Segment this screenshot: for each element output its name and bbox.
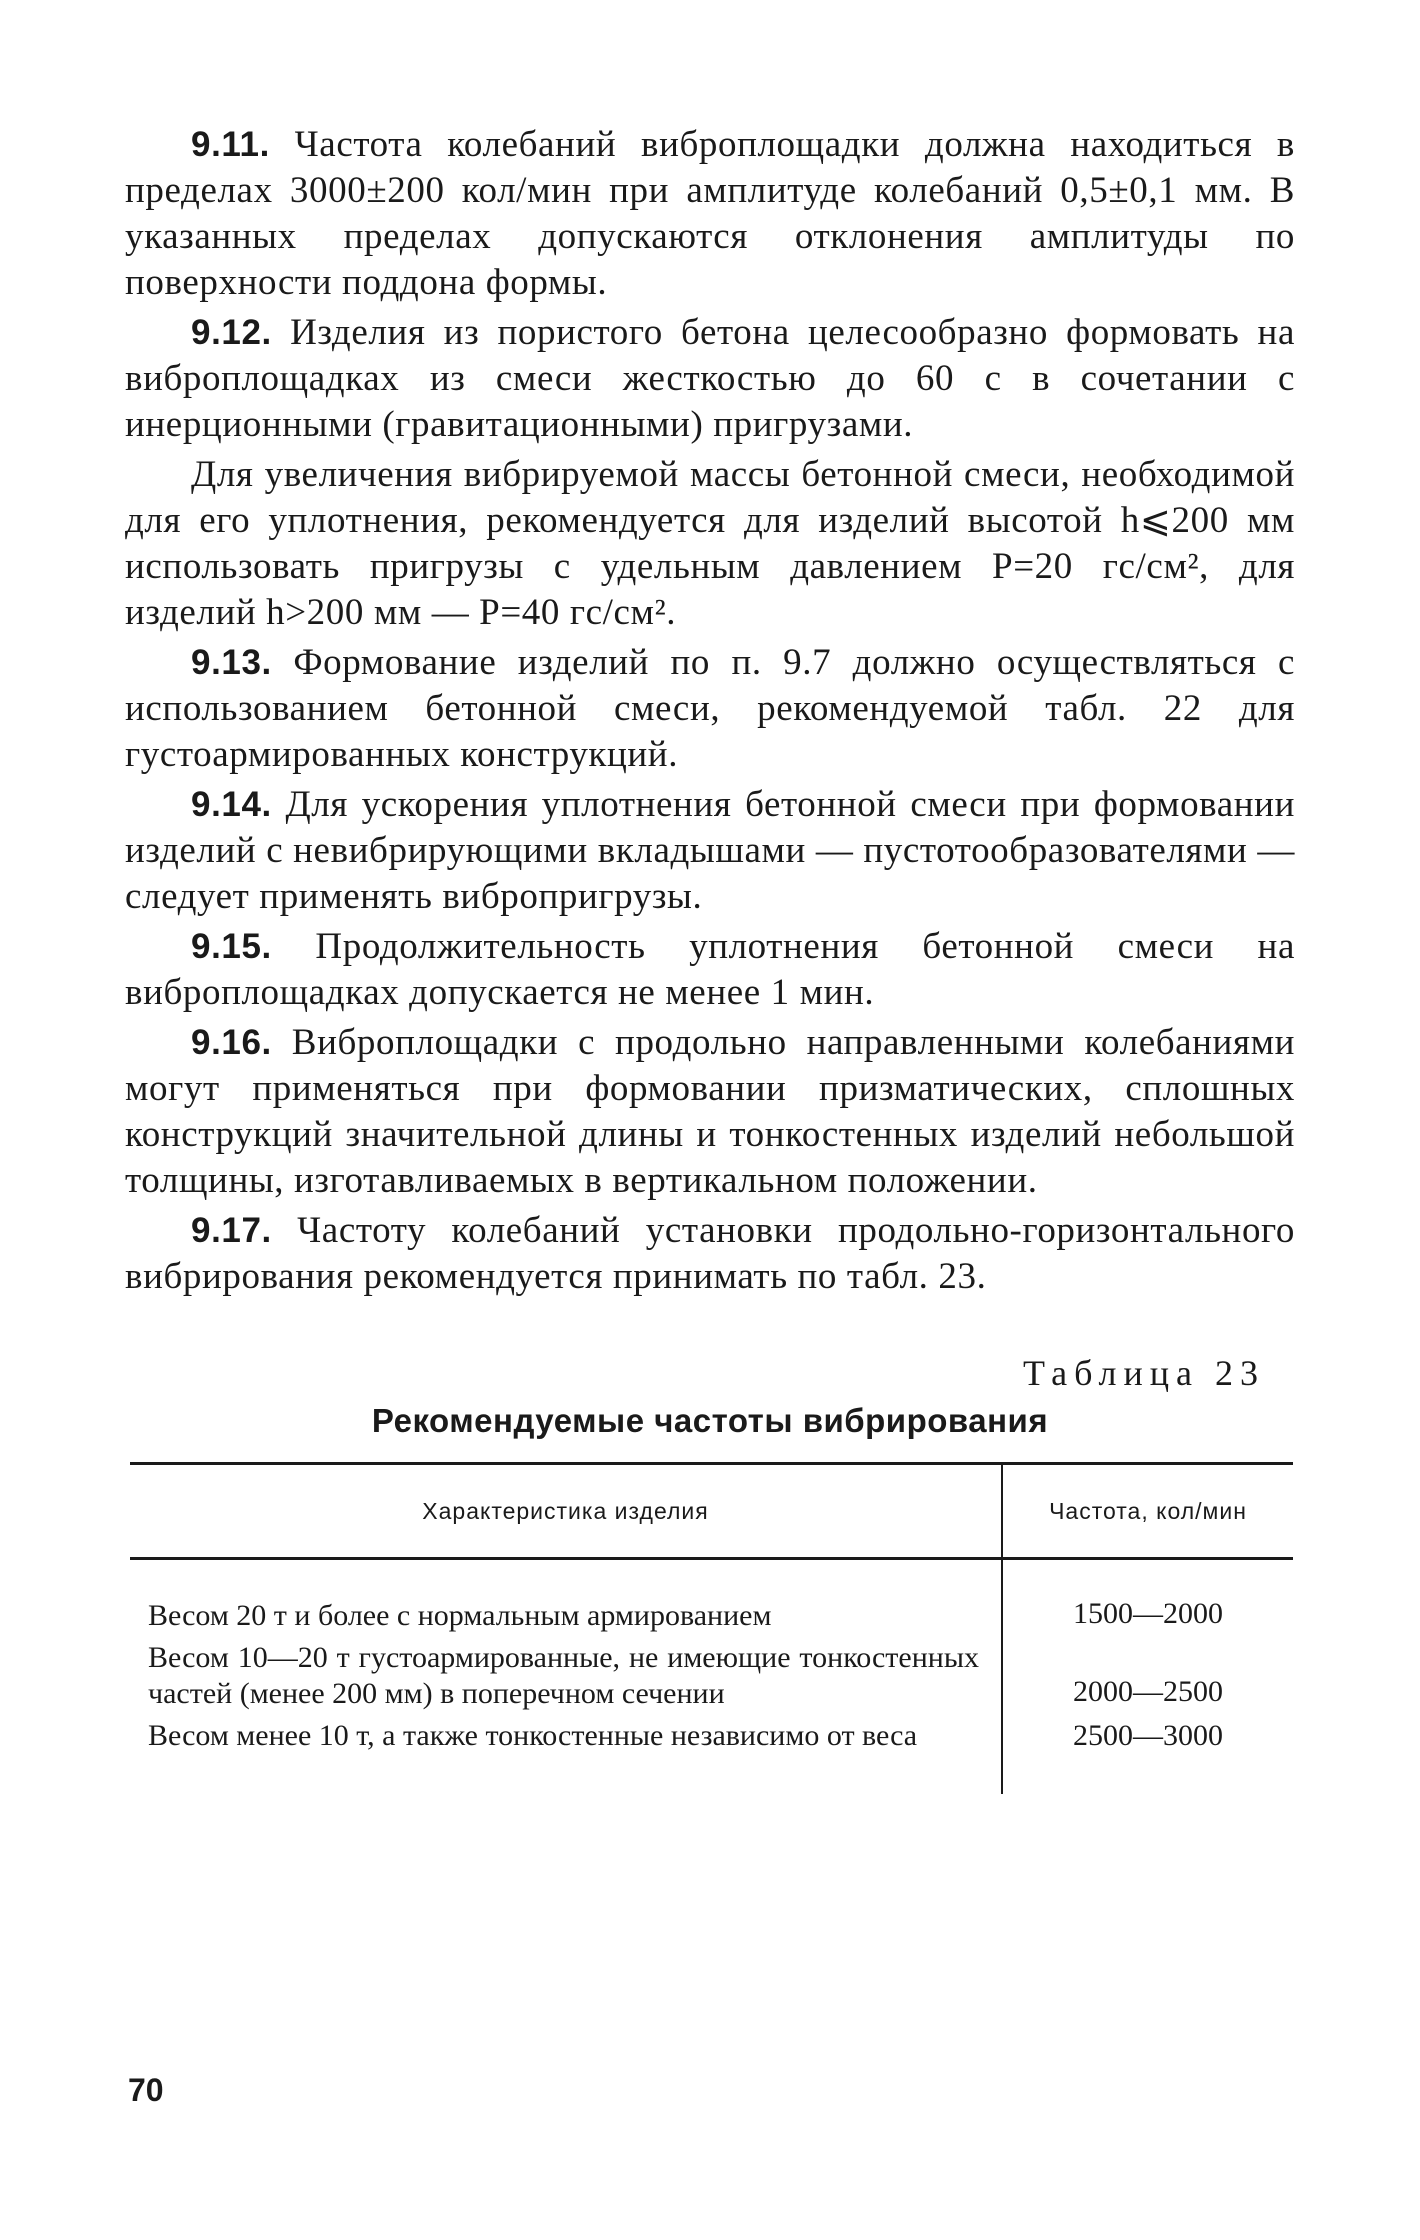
paragraph-text: Для увеличения вибрируемой массы бетонной смеси, необходимой для его уплотнения, рекомендуется для изделий высотой h⩽200 мм использовать пригрузы с удельным давлением P=20 гс/см², для изделий h>200 мм — P=40 гс/см². (125, 454, 1295, 633)
row-frequency: 1500—2000 (1073, 1597, 1223, 1630)
paragraph-number: 9.12. (191, 313, 272, 352)
row-frequency: 2000—2500 (1073, 1675, 1223, 1708)
paragraph-9-15 (125, 924, 1295, 1016)
paragraph-text: Частота колебаний виброплощадки должна находиться в пределах 3000±200 кол/мин при амплитуде колебаний 0,5±0,1 мм. В указанных пределах допускаются отклонения амплитуды по поверхности поддона формы. (125, 124, 1295, 303)
row-description: Весом 10—20 т густоармированные, не имеющие тонкостенных частей (менее 200 мм) в поперечном сечении (130, 1636, 1002, 1714)
paragraph-9-16 (125, 1020, 1295, 1204)
paragraph-number: 9.17. (191, 1211, 272, 1250)
paragraph-9-12 (125, 310, 1295, 448)
paragraph-text: Для ускорения уплотнения бетонной смеси при формовании изделий с невибрирующими вкладышами — пустотообразователями — следует применять вибропригрузы. (125, 784, 1295, 917)
table-row (130, 1636, 1293, 1714)
paragraph-text: Продолжительность уплотнения бетонной смеси на виброплощадках допускается не менее 1 мин. (125, 926, 1295, 1013)
table-header-row (130, 1464, 1293, 1559)
paragraph-9-17 (125, 1208, 1295, 1300)
paragraph-text: Частоту колебаний установки продольно-горизонтального вибрирования рекомендуется принимать по табл. 23. (125, 1210, 1295, 1297)
table-row (130, 1714, 1293, 1794)
row-description: Весом 20 т и более с нормальным армированием (130, 1559, 1002, 1637)
paragraph-9-11 (125, 122, 1295, 306)
row-frequency: 2500—3000 (1073, 1719, 1223, 1752)
paragraph-number: 9.11. (191, 125, 270, 164)
paragraph-9-13 (125, 640, 1295, 778)
column-header-frequency: Частота, кол/мин (1002, 1464, 1293, 1559)
column-header-characteristic: Характеристика изделия (130, 1464, 1002, 1559)
table-caption: Таблица 23 (1023, 1353, 1265, 1393)
frequency-table (130, 1462, 1293, 1794)
table-row (130, 1559, 1293, 1637)
paragraph-text: Изделия из пористого бетона целесообразно формовать на виброплощадках из смеси жесткостью до 60 с в сочетании с инерционными (гравитационными) пригрузами. (125, 312, 1295, 445)
paragraph-number: 9.13. (191, 643, 272, 682)
page-number: 70 (128, 2072, 164, 2108)
page-content (125, 122, 1295, 1794)
row-description: Весом менее 10 т, а также тонкостенные независимо от веса (130, 1714, 1002, 1794)
paragraph-load-pressure (125, 452, 1295, 636)
table-title: Рекомендуемые частоты вибрирования (371, 1402, 1049, 1439)
paragraph-number: 9.14. (191, 785, 272, 824)
paragraph-text: Виброплощадки с продольно направленными колебаниями могут применяться при формовании призматических, сплошных конструкций значительной длины и тонкостенных изделий небольшой толщины, изготавливаемых в вертикальном положении. (125, 1022, 1295, 1201)
paragraph-number: 9.16. (191, 1023, 272, 1062)
paragraph-9-14 (125, 782, 1295, 920)
paragraph-number: 9.15. (191, 927, 272, 966)
paragraph-text: Формование изделий по п. 9.7 должно осуществляться с использованием бетонной смеси, рекомендуемой табл. 22 для густоармированных конструкций. (125, 642, 1295, 775)
